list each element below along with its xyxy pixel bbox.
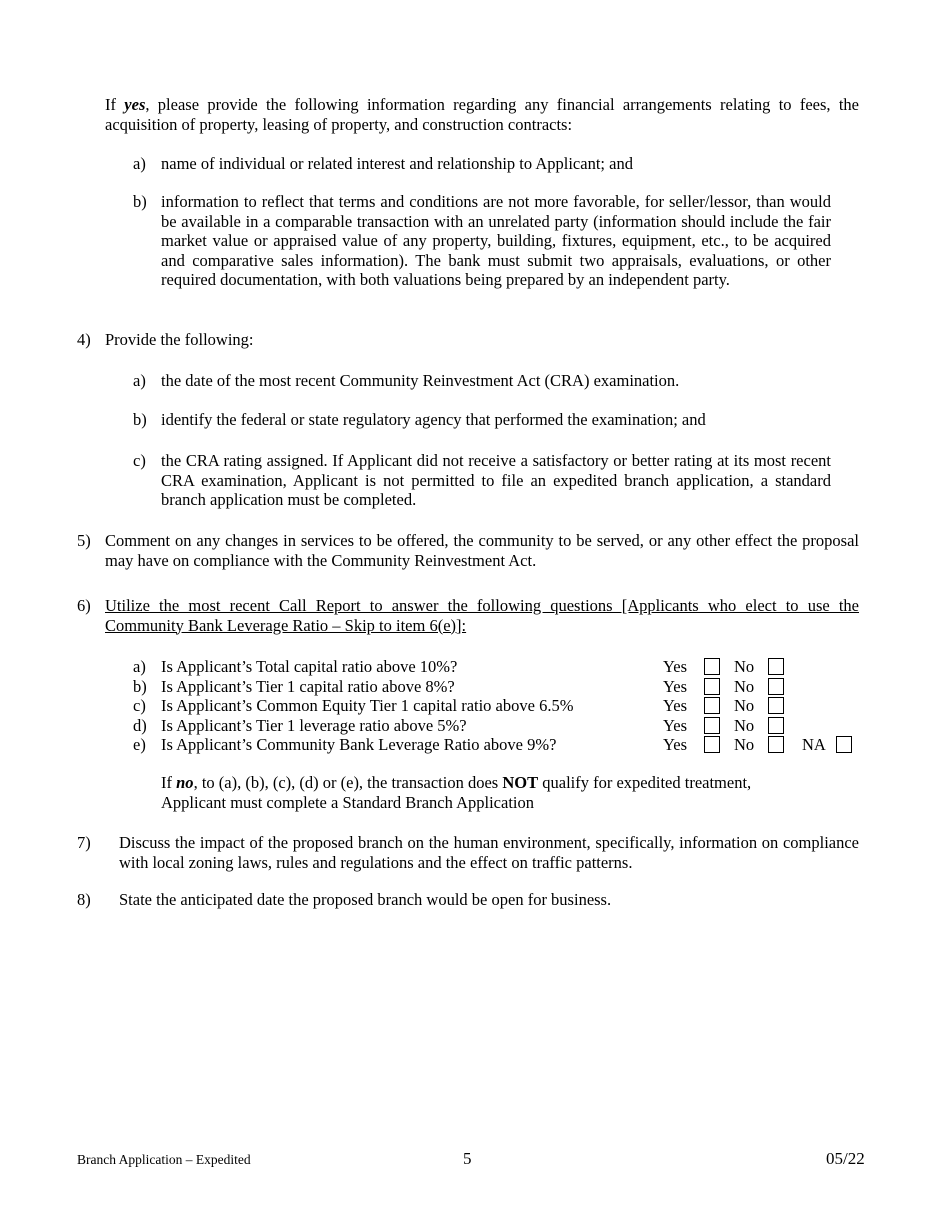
question-b-yes-label: Yes: [663, 677, 688, 696]
question-row-b: [133, 677, 873, 697]
question-e-no-checkbox[interactable]: [768, 736, 784, 753]
question-e-yes-checkbox[interactable]: [704, 736, 720, 753]
item-4-c: [133, 451, 831, 510]
intro-item-b-marker: b): [133, 192, 147, 211]
question-row-a: [133, 657, 873, 677]
footer-page-number: 5: [463, 1149, 472, 1168]
item-5: [77, 531, 859, 570]
note-no-word: no: [176, 773, 194, 792]
question-d-marker: d): [133, 716, 147, 735]
question-e-na-label: NA: [802, 735, 826, 754]
qualification-note: [161, 773, 801, 812]
item-6: [77, 596, 859, 635]
item-4-marker: 4): [77, 330, 91, 349]
item-6-text: Utilize the most recent Call Report to answer the following questions [Applicants who elect to use the Community Bank Leverage Ratio – Skip to item 6(e)]:: [105, 596, 859, 635]
question-a-no-checkbox[interactable]: [768, 658, 784, 675]
footer-date: 05/22: [826, 1149, 865, 1168]
question-d-no-checkbox[interactable]: [768, 717, 784, 734]
question-a-yes-checkbox[interactable]: [704, 658, 720, 675]
item-8-text: State the anticipated date the proposed branch would be open for business.: [119, 890, 612, 909]
item-4-text: Provide the following:: [105, 330, 254, 349]
item-4-c-marker: c): [133, 451, 146, 470]
note-prefix: If: [161, 773, 177, 792]
question-c-no-label: No: [734, 696, 755, 715]
item-6-marker: 6): [77, 596, 91, 615]
item-8-marker: 8): [77, 890, 91, 909]
question-b-text: Is Applicant’s Tier 1 capital ratio above 8%?: [161, 677, 455, 696]
question-e-text: Is Applicant’s Community Bank Leverage Ratio above 9%?: [161, 735, 557, 754]
item-7-marker: 7): [77, 833, 91, 852]
item-7: [77, 833, 859, 872]
question-b-yes-checkbox[interactable]: [704, 678, 720, 695]
note-suffix: qualify for expedited treatment, Applicant must complete a Standard Branch Application: [161, 773, 752, 812]
intro-item-a-marker: a): [133, 154, 146, 173]
footer-title: Branch Application – Expedited: [77, 1152, 251, 1167]
question-d-yes-label: Yes: [663, 716, 688, 735]
item-5-text: Comment on any changes in services to be offered, the community to be served, or any other effect the proposal may have on compliance with the Community Reinvestment Act.: [105, 531, 859, 570]
question-a-marker: a): [133, 657, 146, 676]
note-middle: , to (a), (b), (c), (d) or (e), the transaction does: [193, 773, 503, 792]
question-a-no-label: No: [734, 657, 755, 676]
question-row-c: [133, 696, 873, 716]
question-e-yes-label: Yes: [663, 735, 688, 754]
item-5-marker: 5): [77, 531, 91, 550]
intro-item-a: [133, 154, 833, 174]
intro-paragraph: [105, 95, 859, 134]
question-e-marker: e): [133, 735, 146, 754]
question-b-no-label: No: [734, 677, 755, 696]
question-c-yes-checkbox[interactable]: [704, 697, 720, 714]
intro-item-b-text: information to reflect that terms and conditions are not more favorable, for seller/lessor, than would be available in a comparable transaction with an unrelated party (information should include the fair market value or appraised value of any property, building, fixtures, equipment, etc., to be acquired and comparative sales information). The bank must submit two appraisals, evaluations, or other required documentation, with both valuations being prepared by an independent party.: [161, 192, 831, 289]
item-4-b-text: identify the federal or state regulatory agency that performed the examination; and: [161, 410, 706, 429]
question-c-text: Is Applicant’s Common Equity Tier 1 capital ratio above 6.5%: [161, 696, 574, 715]
question-e-na-checkbox[interactable]: [836, 736, 852, 753]
question-b-no-checkbox[interactable]: [768, 678, 784, 695]
item-4-a: [133, 371, 833, 391]
question-row-e: [133, 735, 873, 755]
item-4-c-text: the CRA rating assigned. If Applicant did not receive a satisfactory or better rating at its most recent CRA examination, Applicant is not permitted to file an expedited branch application, a standard branch application must be completed.: [161, 451, 831, 509]
item-8: [77, 890, 859, 910]
question-c-marker: c): [133, 696, 146, 715]
item-4: [77, 330, 857, 350]
question-d-no-label: No: [734, 716, 755, 735]
question-d-yes-checkbox[interactable]: [704, 717, 720, 734]
item-4-b-marker: b): [133, 410, 147, 429]
question-c-no-checkbox[interactable]: [768, 697, 784, 714]
question-a-yes-label: Yes: [663, 657, 688, 676]
question-row-d: [133, 716, 873, 736]
question-e-no-label: No: [734, 735, 755, 754]
item-4-a-text: the date of the most recent Community Reinvestment Act (CRA) examination.: [161, 371, 680, 390]
question-b-marker: b): [133, 677, 147, 696]
item-4-a-marker: a): [133, 371, 146, 390]
intro-prefix: If: [105, 95, 125, 114]
question-a-text: Is Applicant’s Total capital ratio above 10%?: [161, 657, 458, 676]
intro-yes-word: yes: [124, 95, 146, 114]
intro-item-b: [133, 192, 831, 290]
intro-item-a-text: name of individual or related interest and relationship to Applicant; and: [161, 154, 633, 173]
question-d-text: Is Applicant’s Tier 1 leverage ratio above 5%?: [161, 716, 467, 735]
item-7-text: Discuss the impact of the proposed branch on the human environment, specifically, information on compliance with local zoning laws, rules and regulations and the effect on traffic patterns.: [119, 833, 859, 872]
item-4-b: [133, 410, 833, 430]
question-c-yes-label: Yes: [663, 696, 688, 715]
note-not-word: NOT: [502, 773, 539, 792]
intro-text: , please provide the following information regarding any financial arrangements relating to fees, the acquisition of property, leasing of property, and construction contracts:: [105, 95, 859, 134]
